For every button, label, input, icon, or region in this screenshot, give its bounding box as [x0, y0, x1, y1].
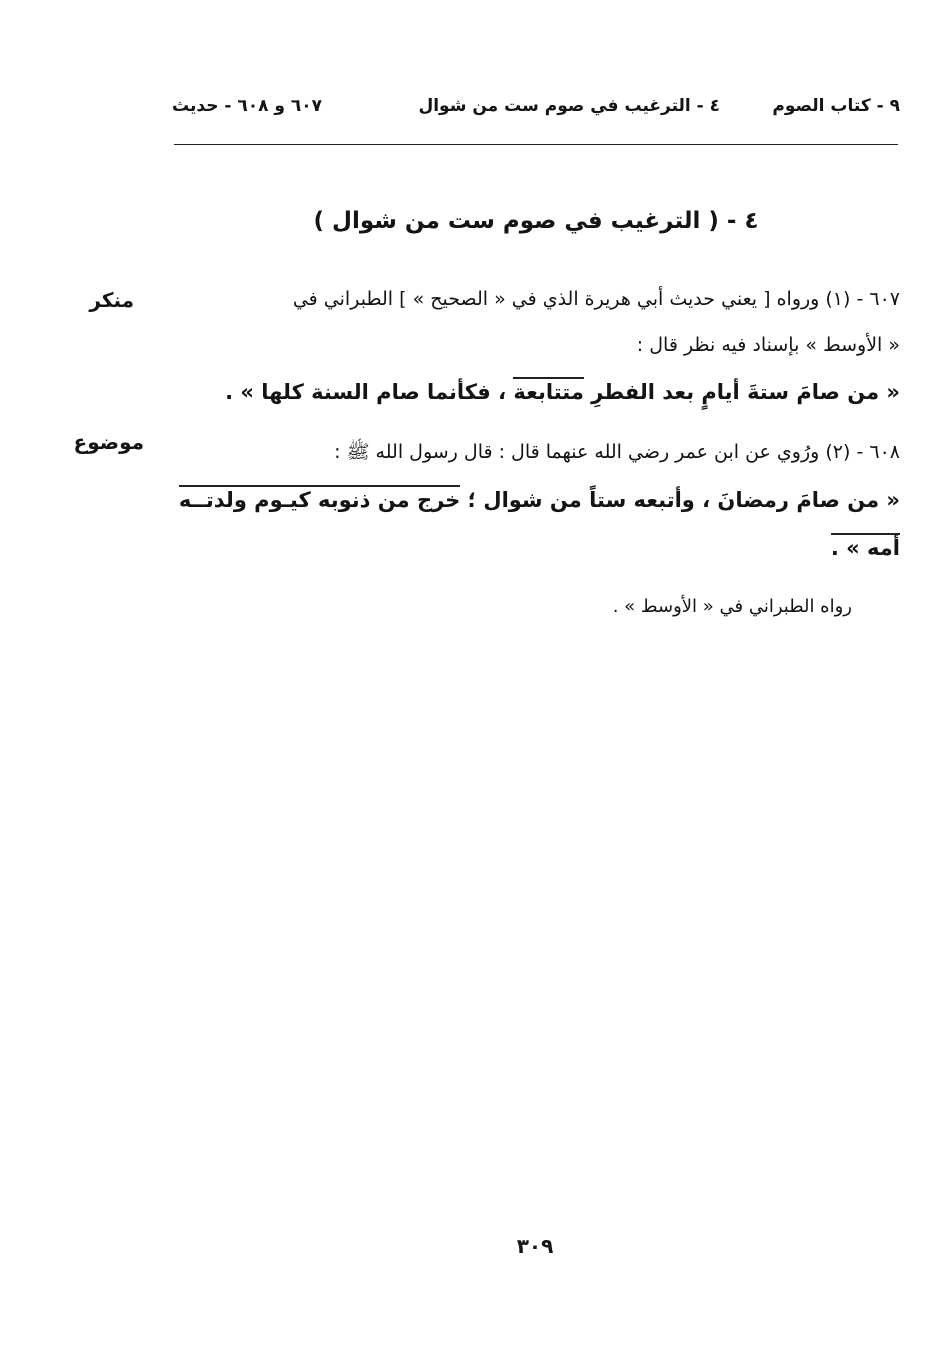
- hadith-607-text-end: ، فكأنما صام السنة كلها » .: [225, 380, 514, 404]
- header-rule: [174, 144, 898, 145]
- running-header-chapter: ٤ - الترغيب في صوم ست من شوال: [418, 96, 720, 116]
- hadith-607-text-start: « من صامَ ستةَ أيامٍ بعد الفطرِ: [583, 380, 900, 404]
- hadith-608-text-start: « من صامَ رمضانَ ، وأتبعه ستاً من شوال ؛: [460, 488, 900, 512]
- hadith-608-marked-end: أمه » .: [831, 533, 900, 560]
- hadith-608-text: [179, 488, 900, 512]
- hadith-608-text-end: [831, 536, 900, 560]
- running-header-hadith-range: ٦٠٧ و ٦٠٨ - حديث: [172, 96, 323, 116]
- hadith-608-marked-phrase: خرج من ذنوبه كيـوم ولدتــه: [179, 485, 461, 512]
- hadith-608-source: رواه الطبراني في « الأوسط » .: [612, 596, 852, 617]
- hadith-607-text: [225, 380, 900, 404]
- hadith-607-line-1: ٦٠٧ - (١) ورواه [ يعني حديث أبي هريرة الذي في « الصحيح » ] الطبراني في: [292, 288, 900, 310]
- page-number: ٣٠٩: [516, 1234, 554, 1258]
- hadith-608-intro: ٦٠٨ - (٢) ورُوي عن ابن عمر رضي الله عنهما قال : قال رسول الله ﷺ :: [334, 441, 900, 463]
- hadith-607-line-2: « الأوسط » بإسناد فيه نظر قال :: [636, 334, 900, 356]
- grade-note-608: موضوع: [73, 430, 144, 454]
- chapter-title: ٤ - ( الترغيب في صوم ست من شوال ): [313, 208, 759, 234]
- grade-note-607: منكر: [89, 288, 134, 312]
- running-header-book: ٩ - كتاب الصوم: [772, 96, 900, 116]
- hadith-607-marked-word: متتابعة: [513, 377, 584, 404]
